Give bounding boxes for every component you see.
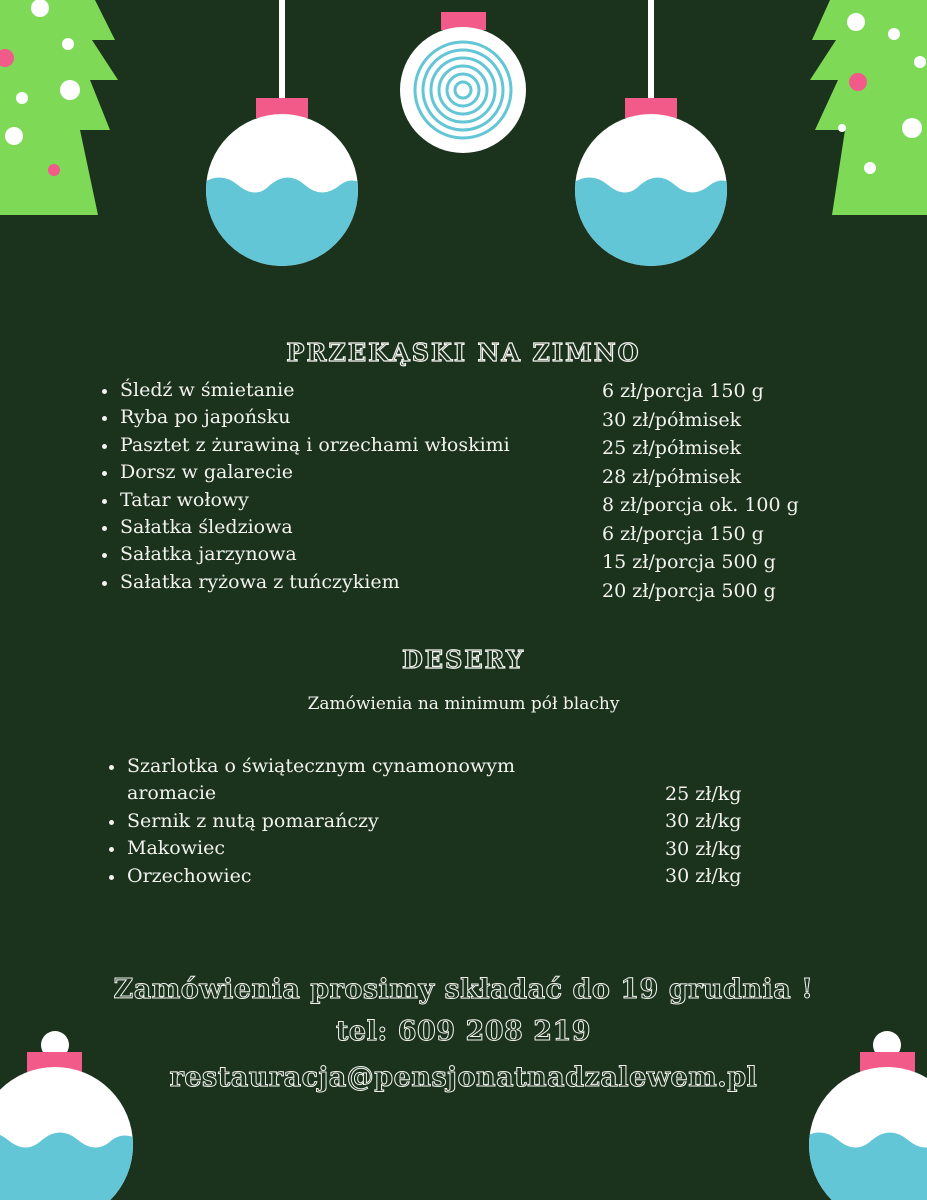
phone-number[interactable]: tel: 609 208 219 — [335, 1016, 592, 1047]
price: 20 zł/porcja 500 g — [602, 579, 776, 602]
price: 6 zł/porcja 150 g — [602, 522, 764, 545]
christmas-ornament-icon — [570, 98, 734, 270]
desery-prices-list — [665, 781, 741, 891]
price: 30 zł/kg — [665, 865, 742, 888]
spiral-ornament-icon — [400, 12, 526, 153]
christmas-ornament-icon — [200, 98, 364, 270]
section-title-zimno: PRZEKĄSKI NA ZIMNO — [286, 338, 641, 367]
list-item: Makowiec — [105, 835, 515, 862]
list-item-continuation: aromacie — [127, 782, 217, 805]
price: 25 zł/kg — [665, 783, 742, 805]
list-item: Szarlotka o świątecznym cynamonowym — [105, 753, 515, 780]
list-item: Sernik z nutą pomarańczy — [105, 808, 515, 835]
list-item: Sałatka jarzynowa — [98, 541, 510, 568]
list-item: Sałatka ryżowa z tuńczykiem — [98, 569, 510, 596]
price: 15 zł/porcja 500 g — [602, 551, 776, 573]
price: 30 zł/kg — [665, 837, 742, 860]
email-address[interactable]: restauracja@pensjonatnadzalewem.pl — [169, 1062, 758, 1093]
list-item: Ryba po japońsku — [98, 404, 510, 431]
list-item: Pasztet z żurawiną i orzechami włoskimi — [98, 432, 510, 459]
christmas-ornament-icon — [0, 1031, 140, 1200]
price: 6 zł/porcja 150 g — [602, 380, 764, 402]
list-item: Orzechowiec — [105, 863, 515, 890]
zimno-items-list — [98, 377, 510, 596]
list-item: Tatar wołowy — [98, 487, 510, 514]
zimno-prices-list — [602, 377, 799, 605]
price: 30 zł/kg — [665, 810, 742, 833]
christmas-tree-icon — [0, 0, 118, 215]
section-title-desery: DESERY — [401, 645, 526, 674]
order-deadline: Zamówienia prosimy składać do 19 grudnia ! — [113, 974, 814, 1005]
price: 30 zł/półmisek — [602, 408, 742, 431]
list-item: Dorsz w galarecie — [98, 459, 510, 486]
price: 25 zł/półmisek — [602, 437, 742, 459]
list-item: Sałatka śledziowa — [98, 514, 510, 541]
price: 28 zł/półmisek — [602, 465, 742, 488]
desery-subtitle: Zamówienia na minimum pół blachy — [307, 694, 620, 714]
desery-items-list — [105, 753, 515, 890]
list-item: Śledź w śmietanie — [98, 377, 510, 404]
price: 8 zł/porcja ok. 100 g — [602, 494, 799, 516]
christmas-ornament-icon — [800, 1031, 927, 1200]
christmas-tree-icon — [810, 0, 927, 215]
